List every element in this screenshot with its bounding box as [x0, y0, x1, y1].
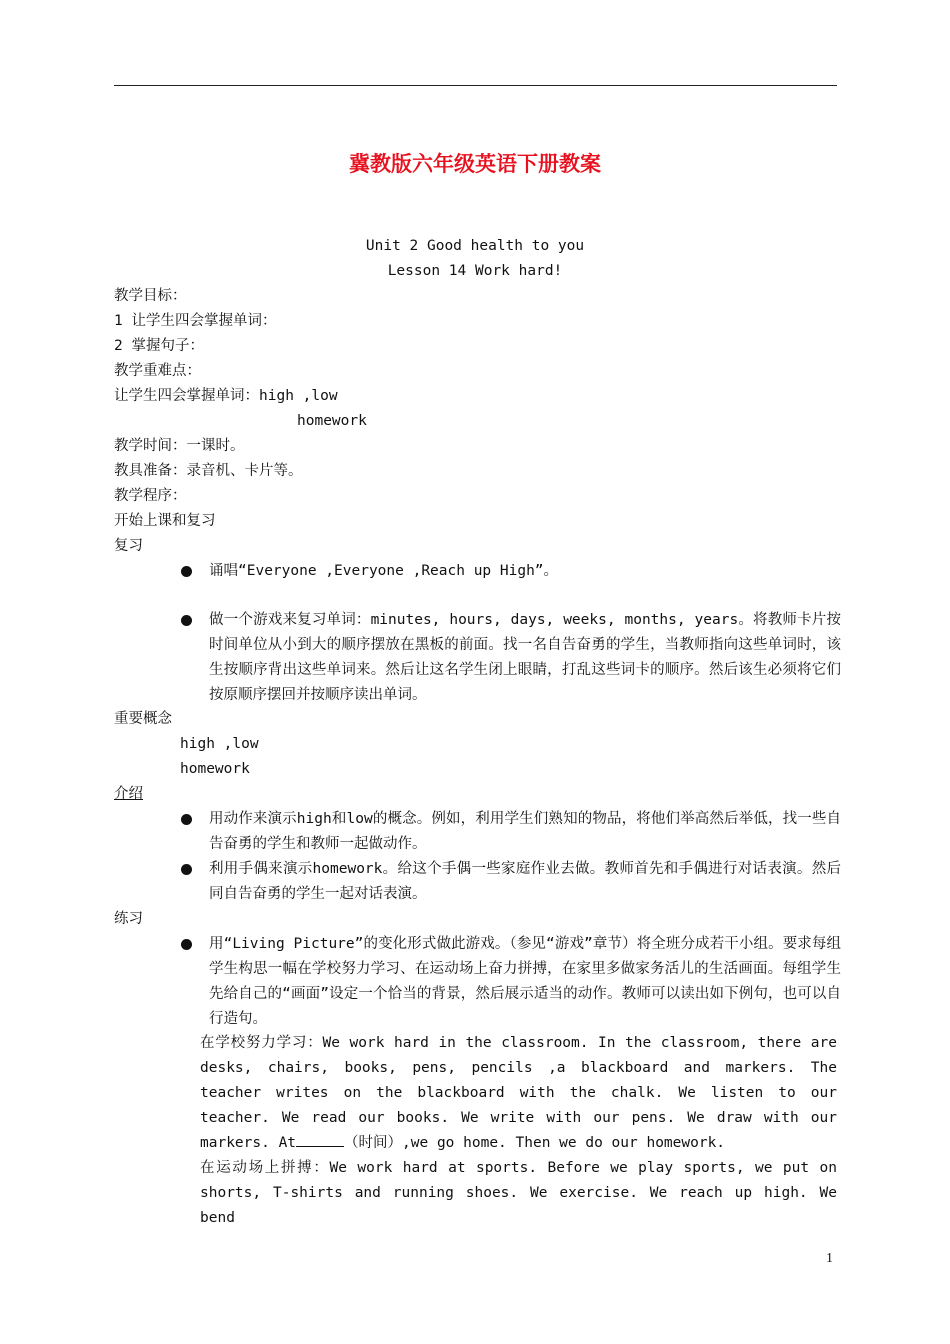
review-bullet-1: 诵唱“Everyone ,Everyone ,Reach up High”。 [209, 563, 559, 579]
bullet-icon [181, 559, 197, 586]
review-bullet-2: 做一个游戏来复习单词：minutes, hours, days, weeks, months, years。将教师卡片按时间单位从小到大的顺序摆放在黑板的前面。找一名自告奋勇的学生，当教师指向这些单词时，该生按顺序背出这些单词来。然后让这名学生闭上眼睛，打乱这些词卡的顺序。然后该生必须将它们按原顺序摆回并按顺序读出单词。 [209, 612, 841, 703]
goal-1: 1 让学生四会掌握单词： [114, 313, 277, 329]
unit-heading: Unit 2 Good health to you [365, 238, 585, 254]
bullet-icon [181, 807, 197, 834]
goals-heading: 教学目标： [114, 288, 187, 304]
practice-bullet: 用“Living Picture”的变化形式做此游戏。（参见“游戏”章节）将全班分成若干小组。要求每组学生构思一幅在学校努力学习、在运动场上奋力拼搏，在家里多做家务活儿的生活画面。每组学生先给自己的“画面”设定一个恰当的背景，然后展示适当的动作。教师可以读出如下例句，也可以自行造句。 [209, 936, 841, 1027]
procedure-heading: 教学程序： [114, 488, 187, 504]
school-text-end: （时间）,we go home. Then we do our homework. [344, 1135, 726, 1151]
bullet-icon [181, 857, 197, 884]
document-title: 冀教版六年级英语下册教案 [349, 152, 601, 176]
concept-word-1: high ,low [180, 736, 259, 752]
practice-heading: 练习 [114, 911, 143, 927]
concept-word-2: homework [180, 761, 250, 777]
goal-2: 2 掌握句子： [114, 338, 204, 354]
time-blank [296, 1132, 344, 1147]
school-paragraph [200, 1031, 837, 1156]
key-words: 让学生四会掌握单词：high ,low [114, 388, 338, 404]
start-heading: 开始上课和复习 [114, 513, 216, 529]
intro-bullet-2: 利用手偶来演示homework。给这个手偶一些家庭作业去做。教师首先和手偶进行对话表演。然后同自告奋勇的学生一起对话表演。 [209, 861, 841, 902]
bullet-icon [181, 932, 197, 959]
bullet-icon [181, 608, 197, 635]
key-points-heading: 教学重难点： [114, 363, 201, 379]
lesson-heading: Lesson 14 Work hard! [387, 263, 563, 279]
header-rule [114, 85, 837, 86]
key-words-continued: homework [297, 413, 367, 429]
concept-heading: 重要概念 [114, 711, 172, 727]
intro-bullet-1: 用动作来演示high和low的概念。例如，利用学生们熟知的物品，将他们举高然后举低，找一些自告奋勇的学生和教师一起做动作。 [209, 811, 841, 852]
teaching-tools: 教具准备：录音机、卡片等。 [114, 463, 303, 479]
page-number: 1 [826, 1251, 833, 1266]
intro-heading: 介绍 [114, 786, 143, 802]
teaching-time: 教学时间：一课时。 [114, 438, 245, 454]
review-heading: 复习 [114, 538, 143, 554]
school-text: 在学校努力学习：We work hard in the classroom. In the classroom, there are desks, chairs, books, pens, pencils ,a blackboard and markers. The teacher writes on the blackboard with the chalk. We listen to our teacher. We read our books. We write with our pens. We draw with our markers. At [200, 1035, 837, 1151]
sports-paragraph: 在运动场上拼搏：We work hard at sports. Before we play sports, we put on shorts, T-shirts and running shoes. We exercise. We reach up high. We bend [200, 1160, 837, 1226]
